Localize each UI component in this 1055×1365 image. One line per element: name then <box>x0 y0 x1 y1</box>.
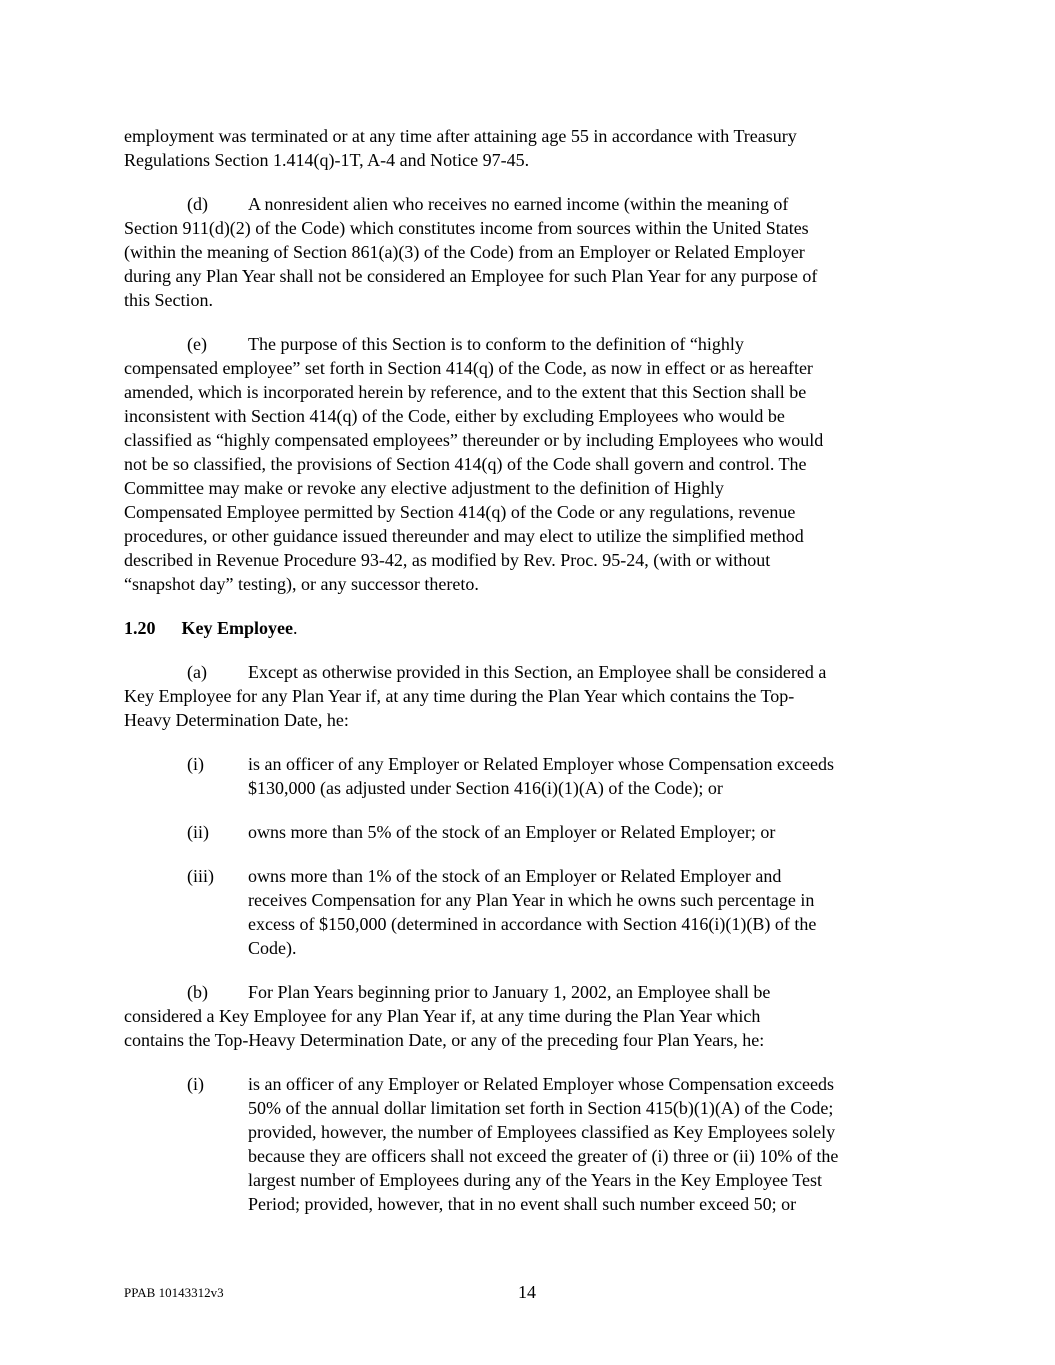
page-number: 14 <box>518 1282 536 1302</box>
b-item-line: because they are officers shall not exceed the greater of (i) three or (ii) 10% of the <box>248 1146 839 1166</box>
para-d-line: A nonresident alien who receives no earned income (within the meaning of <box>248 194 789 214</box>
para-e-line: compensated employee” set forth in Section 414(q) of the Code, as now in effect or as hereafter <box>124 358 813 378</box>
para-b-marker: (b) <box>187 982 208 1002</box>
para-e-line: inconsistent with Section 414(q) of the Code, either by excluding Employees who would be <box>124 406 785 426</box>
b-item-line: 50% of the annual dollar limitation set forth in Section 415(b)(1)(A) of the Code; <box>248 1098 834 1118</box>
para-a-line: Key Employee for any Plan Year if, at any time during the Plan Year which contains the Top- <box>124 686 795 706</box>
para-a-line: Heavy Determination Date, he: <box>124 710 349 730</box>
para-e-line: not be so classified, the provisions of Section 414(q) of the Code shall govern and control. The <box>124 454 807 474</box>
a-item-marker: (i) <box>187 754 204 774</box>
a-item-line: Code). <box>248 938 297 958</box>
b-item-line: provided, however, the number of Employees classified as Key Employees solely <box>248 1122 836 1142</box>
para-d-line: during any Plan Year shall not be considered an Employee for such Plan Year for any purpose of <box>124 266 818 286</box>
b-item-line: is an officer of any Employer or Related Employer whose Compensation exceeds <box>248 1074 834 1094</box>
a-item-marker: (iii) <box>187 866 214 886</box>
section-heading <box>124 616 297 640</box>
section-title: Key Employee <box>181 618 293 638</box>
para-d-line: Section 911(d)(2) of the Code) which constitutes income from sources within the United States <box>124 218 809 238</box>
section-title-punct: . <box>292 618 298 638</box>
para-e-marker: (e) <box>187 334 207 354</box>
a-item-marker: (ii) <box>187 822 209 842</box>
a-item-line: owns more than 5% of the stock of an Employer or Related Employer; or <box>248 822 776 842</box>
a-item-line: owns more than 1% of the stock of an Employer or Related Employer and <box>248 866 782 886</box>
para-e-line: “snapshot day” testing), or any successor thereto. <box>124 574 479 594</box>
section-number: 1.20 <box>124 618 156 638</box>
para-e-line: Compensated Employee permitted by Section 414(q) of the Code or any regulations, revenue <box>124 502 796 522</box>
b-item-line: largest number of Employees during any of the Years in the Key Employee Test <box>248 1170 822 1190</box>
para-d-marker: (d) <box>187 194 208 214</box>
para-b-line: contains the Top-Heavy Determination Date, or any of the preceding four Plan Years, he: <box>124 1030 765 1050</box>
a-item-line: excess of $150,000 (determined in accordance with Section 416(i)(1)(B) of the <box>248 914 817 934</box>
b-item-marker: (i) <box>187 1074 204 1094</box>
para-c-line: employment was terminated or at any time after attaining age 55 in accordance with Treasury <box>124 126 797 146</box>
para-e-line: The purpose of this Section is to conform to the definition of “highly <box>248 334 744 354</box>
a-item-line: receives Compensation for any Plan Year in which he owns such percentage in <box>248 890 815 910</box>
para-a-marker: (a) <box>187 662 207 682</box>
para-e-line: Committee may make or revoke any elective adjustment to the definition of Highly <box>124 478 724 498</box>
a-item-line: is an officer of any Employer or Related Employer whose Compensation exceeds <box>248 754 834 774</box>
footer-document-id: PPAB 10143312v3 <box>124 1285 224 1300</box>
para-a-line: Except as otherwise provided in this Section, an Employee shall be considered a <box>248 662 827 682</box>
para-e-line: described in Revenue Procedure 93-42, as modified by Rev. Proc. 95-24, (with or without <box>124 550 771 570</box>
para-e-line: amended, which is incorporated herein by reference, and to the extent that this Section shall be <box>124 382 807 402</box>
a-item-line: $130,000 (as adjusted under Section 416(i)(1)(A) of the Code); or <box>248 778 723 798</box>
para-d-line: (within the meaning of Section 861(a)(3) of the Code) from an Employer or Related Employer <box>124 242 805 262</box>
para-b-line: considered a Key Employee for any Plan Year if, at any time during the Plan Year which <box>124 1006 761 1026</box>
para-d-line: this Section. <box>124 290 213 310</box>
para-e-line: classified as “highly compensated employees” thereunder or by including Employees who would <box>124 430 824 450</box>
para-b-line: For Plan Years beginning prior to January 1, 2002, an Employee shall be <box>248 982 771 1002</box>
para-e-line: procedures, or other guidance issued thereunder and may elect to utilize the simplified method <box>124 526 804 546</box>
b-item-line: Period; provided, however, that in no event shall such number exceed 50; or <box>248 1194 797 1214</box>
para-c-line: Regulations Section 1.414(q)-1T, A-4 and Notice 97-45. <box>124 150 530 170</box>
